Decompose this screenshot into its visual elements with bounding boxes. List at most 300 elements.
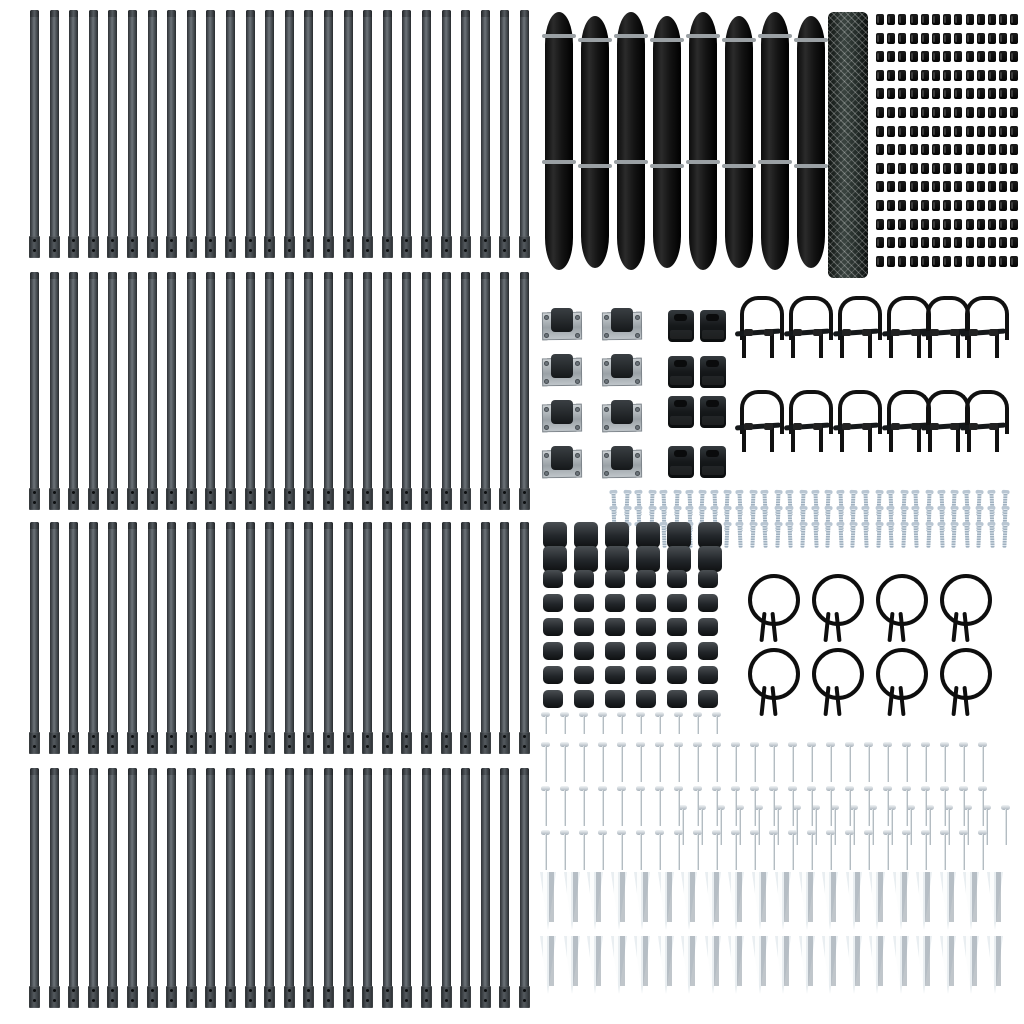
steel-pin [695,742,700,782]
mesh-clip [988,163,996,174]
plate-bracket [602,398,642,438]
fence-post [89,272,98,510]
mesh-clip [887,144,895,155]
steel-pin [619,786,624,826]
steel-pin [828,742,833,782]
mesh-clip [954,14,962,25]
mesh-clip [921,33,929,44]
steel-pin [847,742,852,782]
ground-spike [963,936,979,994]
fence-post [442,272,451,510]
mesh-clip [932,237,940,248]
fence-post [500,10,509,258]
clamp-block [700,310,726,342]
fence-post [265,522,274,754]
steel-pin [657,786,662,826]
mesh-clip [966,70,974,81]
cap-block [636,546,660,572]
mesh-clip [876,256,884,267]
net-roll [828,12,868,278]
cap-block [574,690,594,708]
steel-pin [752,742,757,782]
cap-block [605,690,625,708]
screw [813,522,818,548]
mesh-clip [910,237,918,248]
mesh-clip [932,181,940,192]
cap-block [605,642,625,660]
cap-block [605,546,629,572]
fence-post [187,272,196,510]
fence-post [422,522,431,754]
steel-pin [866,742,871,782]
steel-pin [752,786,757,826]
mesh-clip [988,256,996,267]
mesh-clip [999,107,1007,118]
mesh-clip [966,163,974,174]
cap-block [636,570,656,588]
mesh-clip [977,163,985,174]
steel-pin [809,830,814,870]
mesh-clip [932,51,940,62]
mesh-clip [988,51,996,62]
steel-pin [961,742,966,782]
loop-clip [934,574,990,642]
fence-post [461,272,470,510]
clamp-block [668,356,694,388]
cap-block [698,618,718,636]
wire-tensioner [834,390,878,450]
fence-post [246,272,255,510]
mesh-clip [999,200,1007,211]
mesh-clip [977,256,985,267]
mesh-clip [988,237,996,248]
mesh-clip [966,14,974,25]
screw [964,522,969,548]
mesh-clip [887,163,895,174]
fence-post [324,522,333,754]
ground-spike [987,872,1003,930]
cap-block [543,546,567,572]
steel-pin [904,786,909,826]
fence-post [481,272,490,510]
fence-post [442,10,451,258]
fence-post [265,768,274,1008]
mesh-clip [966,200,974,211]
mesh-clip [943,237,951,248]
cap-block [667,594,687,612]
steel-pin [543,786,548,826]
mesh-clip [954,33,962,44]
steel-pin [695,830,700,870]
cap-block [574,594,594,612]
mesh-clip [999,237,1007,248]
mesh-clip [977,126,985,137]
screw [977,522,982,548]
mesh-clip [977,144,985,155]
mesh-clip [876,181,884,192]
fence-post [265,10,274,258]
wire-tensioner [961,390,1005,450]
fence-post [500,522,509,754]
fence-post [461,522,470,754]
loop-clip [934,648,990,716]
mesh-clip [898,88,906,99]
mesh-clip [921,51,929,62]
ground-spike [940,872,956,930]
cap-block [636,522,660,548]
screw [826,522,831,548]
mesh-clip [1010,70,1018,81]
mesh-clip [999,33,1007,44]
mesh-clip [954,256,962,267]
fence-post [89,768,98,1008]
mesh-clip [943,163,951,174]
mesh-clip [954,88,962,99]
ground-spike [634,936,650,994]
cap-block [667,570,687,588]
ground-spike [893,872,909,930]
mesh-clip [898,181,906,192]
mesh-clip [910,219,918,230]
cap-block [574,522,598,548]
mesh-clip [1010,126,1018,137]
steel-pin [619,712,624,734]
mesh-clip [954,70,962,81]
clamp-block [668,310,694,342]
mesh-clip [921,181,929,192]
steel-pin [714,712,719,734]
loop-clip [870,574,926,642]
screw [1002,522,1007,548]
clamp-block [668,396,694,428]
fence-post [383,768,392,1008]
mesh-clip [898,33,906,44]
mesh-clip [966,219,974,230]
mesh-roll [617,12,645,270]
ground-spike [634,872,650,930]
mesh-clip [876,33,884,44]
fence-post [187,522,196,754]
steel-pin [904,830,909,870]
steel-pin [581,742,586,782]
ground-spike [564,872,580,930]
mesh-clip [932,200,940,211]
steel-pin [1003,805,1008,845]
cap-block [667,690,687,708]
fence-post [520,522,529,754]
fence-post [481,768,490,1008]
ground-spike [587,872,603,930]
steel-pin [562,742,567,782]
cap-block [543,618,563,636]
fence-post [402,272,411,510]
fence-post [363,272,372,510]
mesh-clip [943,88,951,99]
fence-post [50,522,59,754]
cap-block [698,546,722,572]
fence-post [167,768,176,1008]
cap-block [636,666,656,684]
steel-pin [980,742,985,782]
fence-post [167,10,176,258]
mesh-clip [977,14,985,25]
cap-block [667,642,687,660]
wire-tensioner [736,390,780,450]
mesh-clip [943,256,951,267]
cap-block [698,570,718,588]
mesh-clip [898,219,906,230]
screw [737,522,742,548]
fence-post [363,768,372,1008]
mesh-clip [898,14,906,25]
fence-post [363,522,372,754]
plate-bracket [542,444,582,484]
cap-block [543,690,563,708]
mesh-clip [887,33,895,44]
ground-spike [940,936,956,994]
net-texture [828,12,868,278]
fence-post [324,10,333,258]
mesh-clip [876,200,884,211]
ground-spike [822,936,838,994]
loop-clip [806,648,862,716]
cap-block [698,522,722,548]
ground-spike [822,872,838,930]
fence-post [148,10,157,258]
mesh-clip [876,14,884,25]
mesh-clip [876,107,884,118]
fence-post [167,522,176,754]
fence-post [206,272,215,510]
fence-post [206,768,215,1008]
plate-bracket [542,306,582,346]
wire-tensioner [883,296,927,356]
mesh-clip [966,107,974,118]
mesh-clip [932,219,940,230]
mesh-clip [943,51,951,62]
mesh-clip [921,126,929,137]
fence-post [128,768,137,1008]
clamp-block [668,446,694,478]
mesh-clip [943,200,951,211]
steel-pin [752,830,757,870]
mesh-clip [988,144,996,155]
fence-post [422,272,431,510]
fence-post [50,10,59,258]
mesh-clip [1010,237,1018,248]
ground-spike [869,936,885,994]
fence-post [108,272,117,510]
mesh-roll [725,16,753,268]
fence-post [304,10,313,258]
steel-pin [638,786,643,826]
steel-pin [600,830,605,870]
mesh-clip [966,33,974,44]
mesh-clip [954,181,962,192]
mesh-clip [910,126,918,137]
steel-pin [809,742,814,782]
mesh-clip [910,181,918,192]
fence-post [226,768,235,1008]
steel-pin [714,786,719,826]
cap-block [605,594,625,612]
cap-block [574,570,594,588]
cap-block [698,690,718,708]
mesh-clip [999,126,1007,137]
steel-pin [657,830,662,870]
cap-block [543,570,563,588]
fence-post [187,768,196,1008]
mesh-roll [797,16,825,268]
cap-block [543,594,563,612]
fence-post [344,768,353,1008]
steel-pin [562,712,567,734]
wire-tensioner [922,296,966,356]
clamp-block [700,446,726,478]
cap-block [636,618,656,636]
mesh-clip [932,256,940,267]
ground-spike [775,936,791,994]
screw [838,522,843,548]
mesh-clip [910,163,918,174]
mesh-clip [988,219,996,230]
mesh-clip [954,200,962,211]
ground-spike [869,872,885,930]
ground-spike [846,936,862,994]
fence-post [108,522,117,754]
mesh-clip [932,126,940,137]
steel-pin [695,786,700,826]
cap-block [605,570,625,588]
ground-spike [564,936,580,994]
mesh-clip [876,88,884,99]
fence-post [304,522,313,754]
mesh-clip [988,181,996,192]
mesh-clip [988,33,996,44]
fence-post [422,10,431,258]
mesh-clip [921,200,929,211]
steel-pin [923,786,928,826]
steel-pin [923,742,928,782]
steel-pin [847,830,852,870]
steel-pin [619,742,624,782]
cap-block [605,618,625,636]
mesh-clip [943,219,951,230]
fence-post [500,768,509,1008]
fence-post [30,768,39,1008]
ground-spike [587,936,603,994]
fence-post [520,768,529,1008]
steel-pin [809,786,814,826]
plate-bracket [542,352,582,392]
screw [926,522,931,548]
steel-pin [600,786,605,826]
mesh-clip [977,107,985,118]
fence-post [461,10,470,258]
steel-pin [866,786,871,826]
mesh-clip [887,126,895,137]
ground-spike [846,872,862,930]
steel-pin [619,830,624,870]
clamp-block [700,396,726,428]
cap-block [605,666,625,684]
screw [952,522,957,548]
fence-post [148,522,157,754]
fence-post [50,272,59,510]
loop-clip [742,574,798,642]
mesh-clip [876,126,884,137]
mesh-clip [876,70,884,81]
mesh-clip [898,200,906,211]
mesh-roll [653,16,681,268]
mesh-clip [954,107,962,118]
mesh-clip [1010,51,1018,62]
mesh-clip [1010,163,1018,174]
mesh-clip [999,256,1007,267]
mesh-clip [898,256,906,267]
wire-tensioner [883,390,927,450]
steel-pin [543,830,548,870]
wire-tensioner [785,390,829,450]
cap-block [698,642,718,660]
steel-pin [638,712,643,734]
mesh-clip [932,33,940,44]
steel-pin [657,712,662,734]
ground-spike [681,872,697,930]
mesh-clip [921,88,929,99]
cap-block [667,522,691,548]
mesh-clip [898,51,906,62]
fence-post [226,272,235,510]
fence-post [69,522,78,754]
steel-pin [676,742,681,782]
cap-block [574,546,598,572]
fence-post [89,522,98,754]
mesh-clip [954,51,962,62]
mesh-clip [999,163,1007,174]
screw [851,522,856,548]
steel-pin [866,830,871,870]
cap-block [574,666,594,684]
mesh-clip [898,163,906,174]
mesh-clip [954,219,962,230]
fence-post [69,272,78,510]
mesh-clip [887,70,895,81]
steel-pin [676,830,681,870]
steel-pin [942,742,947,782]
fence-post [226,522,235,754]
mesh-clip [977,33,985,44]
screw [725,522,730,548]
mesh-clip [921,256,929,267]
steel-pin [562,830,567,870]
mesh-clip [988,88,996,99]
steel-pin [942,786,947,826]
plate-bracket [602,306,642,346]
steel-pin [885,830,890,870]
ground-spike [775,872,791,930]
plate-bracket [602,352,642,392]
fence-post [30,522,39,754]
fence-post [69,768,78,1008]
ground-spike [799,872,815,930]
mesh-clip [1010,219,1018,230]
mesh-clip [887,14,895,25]
fence-post [69,10,78,258]
fence-post [128,272,137,510]
mesh-clip [943,14,951,25]
screw [763,522,768,548]
